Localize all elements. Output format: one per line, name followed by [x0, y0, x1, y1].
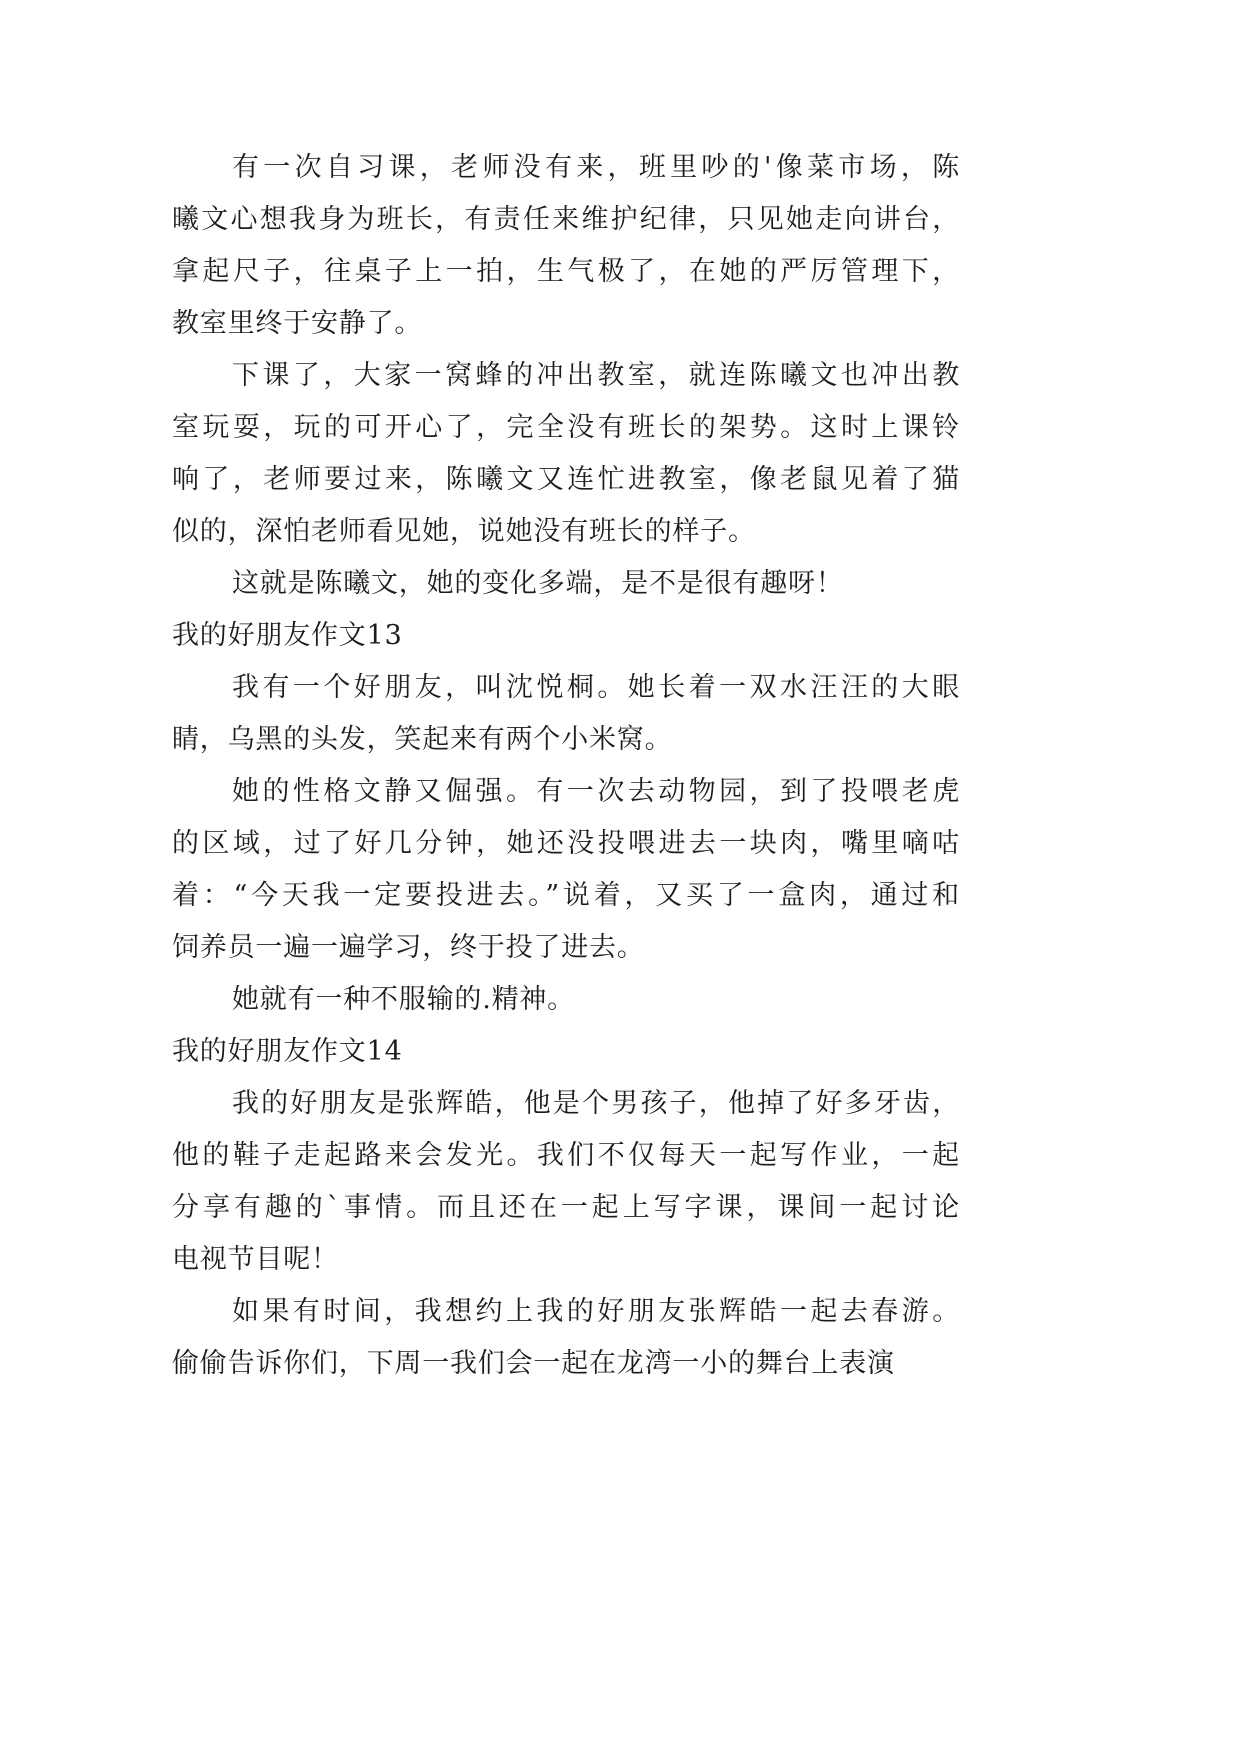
text-line: 似的，深怕老师看见她，说她没有班长的样子。 — [172, 516, 756, 547]
text-line: 偷偷告诉你们，下周一我们会一起在龙湾一小的舞台上表演 — [172, 1348, 895, 1379]
paragraph — [172, 662, 960, 766]
section-heading: 我的好朋友作文14 — [172, 1036, 403, 1067]
text-line: 饲养员一遍一遍学习，终于投了进去。 — [172, 932, 645, 963]
section-heading: 我的好朋友作文13 — [172, 620, 403, 651]
text-line: 我的好朋友是张辉皓，他是个男孩子，他掉了好多牙齿， — [232, 1088, 960, 1119]
text-line: 她的性格文静又倔强。有一次去动物园，到了投喂老虎 — [232, 776, 960, 807]
text-line: 教室里终于安静了。 — [172, 308, 423, 339]
text-line: 响了，老师要过来，陈曦文又连忙进教室，像老鼠见着了猫 — [172, 464, 960, 495]
text-line: 如果有时间，我想约上我的好朋友张辉皓一起去春游。 — [232, 1296, 960, 1327]
text-line: 的区域，过了好几分钟，她还没投喂进去一块肉，嘴里嘀咕 — [172, 828, 960, 859]
paragraph — [172, 558, 960, 610]
text-line: 他的鞋子走起路来会发光。我们不仅每天一起写作业，一起 — [172, 1140, 960, 1171]
paragraph — [172, 1078, 960, 1286]
text-line: 有一次自习课，老师没有来，班里吵的'像菜市场，陈 — [232, 152, 960, 183]
essay-section — [172, 142, 960, 610]
text-line: 室玩耍，玩的可开心了，完全没有班长的架势。这时上课铃 — [172, 412, 960, 443]
text-line: 拿起尺子，往桌子上一拍，生气极了，在她的严厉管理下， — [172, 256, 960, 287]
text-line: 这就是陈曦文，她的变化多端，是不是很有趣呀！ — [232, 568, 844, 599]
text-line: 睛，乌黑的头发，笑起来有两个小米窝。 — [172, 724, 673, 755]
text-line: 分享有趣的`事情。而且还在一起上写字课，课间一起讨论 — [172, 1192, 960, 1223]
text-line: 她就有一种不服输的.精神。 — [232, 984, 575, 1015]
document-body — [172, 142, 960, 1390]
paragraph — [172, 974, 960, 1026]
paragraph — [172, 350, 960, 558]
paragraph — [172, 1286, 960, 1390]
text-line: 电视节目呢！ — [172, 1244, 339, 1275]
text-line: 着：“今天我一定要投进去。”说着，又买了一盒肉，通过和 — [172, 880, 960, 911]
paragraph — [172, 142, 960, 350]
text-line: 下课了，大家一窝蜂的冲出教室，就连陈曦文也冲出教 — [232, 360, 960, 391]
text-line: 曦文心想我身为班长，有责任来维护纪律，只见她走向讲台， — [172, 204, 960, 235]
essay-section — [172, 610, 960, 1026]
essay-section — [172, 1026, 960, 1390]
paragraph — [172, 766, 960, 974]
text-line: 我有一个好朋友，叫沈悦桐。她长着一双水汪汪的大眼 — [232, 672, 960, 703]
